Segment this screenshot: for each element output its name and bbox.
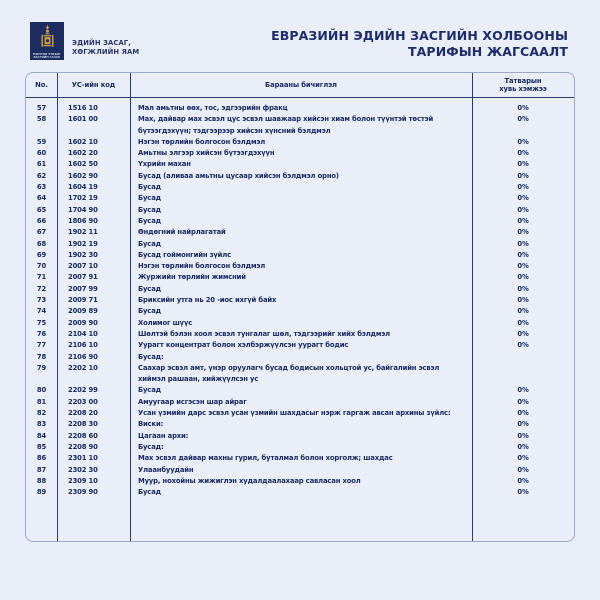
column-divider [57,73,58,541]
cell-code: 1902 19 [68,239,98,248]
cell-rate: 0% [517,160,529,169]
cell-no: 63 [36,183,47,192]
cell-code: 1602 90 [68,171,98,180]
cell-desc: Саахар эсвэл амт, үнэр оруулагч бусад бодисын хольцтой ус, байгалийн эсвэл хиймэл рашаан, хийжүүлсэн ус [138,363,440,384]
cell-desc: Бусад [138,386,161,395]
cell-rate: 0% [517,194,529,203]
header-no: No. [35,80,48,89]
cell-no: 74 [36,307,47,316]
cell-no: 72 [36,284,47,293]
cell-code: 2007 91 [68,273,98,282]
table-body [26,98,574,541]
cell-desc: Бусад [138,239,161,248]
cell-desc: Холимог шүүс [138,318,193,327]
cell-rate: 0% [517,465,529,474]
cell-code: 2007 99 [68,284,98,293]
cell-no: 66 [36,216,47,225]
cell-rate: 0% [517,409,529,418]
cell-rate: 0% [517,488,529,497]
cell-desc: Шөлтэй бэлэн хоол эсвэл тунгалаг шөл, тэдгээрийг хийх бэлдмэл [138,329,390,338]
cell-rate: 0% [517,318,529,327]
cell-no: 61 [36,160,47,169]
cell-code: 1602 20 [68,149,98,158]
cell-desc: Усан үзмийн дарс эсвэл усан үзмийн шахдасыг нэрж гаргаж авсан архины зүйлс: [138,409,451,418]
cell-code: 2202 99 [68,386,98,395]
header-divider [26,97,574,98]
cell-desc: Улаанбуудайн [138,465,194,474]
cell-desc: Бусад: [138,442,164,451]
cell-code: 1602 10 [68,137,98,146]
cell-desc: Өндөгний найрлагатай [138,228,226,237]
cell-rate: 0% [517,386,529,395]
cell-rate: 0% [517,431,529,440]
cell-rate: 0% [517,216,529,225]
cell-desc: Үхрийн махан [138,160,191,169]
page-title: ЕВРАЗИЙН ЭДИЙН ЗАСГИЙН ХОЛБООНЫ ТАРИФЫН ЖАГСААЛТ [271,28,568,59]
cell-no: 87 [36,465,47,474]
cell-rate: 0% [517,284,529,293]
logo-caption: МОНГОЛ УЛСЫН ЗАСГИЙН ГАЗАР [33,52,61,59]
cell-no: 73 [36,296,47,305]
cell-code: 1902 11 [68,228,98,237]
cell-desc: Нэгэн төрлийн болгосон бэлдмэл [138,137,266,146]
cell-rate: 0% [517,454,529,463]
table-header-row [26,73,574,98]
column-divider [472,73,473,541]
cell-desc: Бусад [138,307,161,316]
cell-rate: 0% [517,476,529,485]
cell-no: 64 [36,194,47,203]
cell-code: 2202 10 [68,363,98,372]
cell-code: 2203 00 [68,397,98,406]
cell-rate: 0% [517,296,529,305]
government-logo [30,22,64,60]
cell-rate: 0% [517,442,529,451]
cell-rate: 0% [517,104,529,112]
cell-no: 82 [36,409,47,418]
cell-no: 88 [36,476,47,485]
cell-desc: Бусад: [138,352,164,361]
cell-rate: 0% [517,262,529,271]
cell-desc: Мах, дайвар мах эсвэл цус эсвэл шавжаар хийсэн хиам болон түүнтэй төстэй бүтээгдэхүүн; тэдгээрээр хийсэн хүнсний бэлдмэл [138,115,434,135]
cell-code: 1704 90 [68,205,98,214]
cell-rate: 0% [517,420,529,429]
cell-rate: 0% [517,239,529,248]
cell-code: 2007 10 [68,262,98,271]
cell-desc: Цагаан архи: [138,431,189,440]
cell-desc: Нэгэн төрлийн болгосон бэлдмэл [138,262,266,271]
cell-no: 77 [36,341,47,350]
cell-desc: Бусад [138,194,161,203]
cell-rate: 0% [517,149,529,158]
cell-no: 71 [36,273,47,282]
cell-code: 1604 19 [68,183,98,192]
cell-no: 86 [36,454,47,463]
cell-no: 84 [36,431,47,440]
cell-rate: 0% [517,307,529,316]
cell-desc: Бусад (аливаа амьтны цусаар хийсэн бэлдмэл орно) [138,171,339,180]
cell-no: 80 [36,386,47,395]
cell-code: 1702 19 [68,194,98,203]
cell-no: 78 [36,352,47,361]
cell-no: 76 [36,329,47,338]
cell-code: 2106 90 [68,352,98,361]
header-desc: Барааны бичиглэл [265,80,337,89]
cell-desc: Мах эсвэл дайвар махны гурил, буталмал болон хорголж; шахдас [138,454,393,463]
cell-code: 1602 50 [68,160,98,169]
column-divider [130,73,131,541]
cell-rate: 0% [517,183,529,192]
cell-rate: 0% [517,341,529,350]
cell-desc: Мал амьтны өөх, тос, эдгээрийн фракц [138,104,288,112]
cell-desc: Журжийн төрлийн жимсний [138,273,246,282]
cell-desc: Бусад [138,183,161,192]
cell-no: 70 [36,262,47,271]
cell-code: 2208 20 [68,409,98,418]
cell-no: 85 [36,442,47,451]
cell-no: 68 [36,239,47,248]
header-rate: Татварын хувь хэмжээ [499,77,547,93]
cell-desc: Бусад [138,205,161,214]
cell-code: 2104 10 [68,329,98,338]
cell-code: 2208 60 [68,431,98,440]
cell-desc: Бриксийн утга нь 20 -иос ихгүй байх [138,296,277,305]
cell-code: 1516 10 [68,104,98,112]
cell-code: 2208 30 [68,420,98,429]
cell-code: 2106 10 [68,341,98,350]
soyombo-emblem-icon [41,25,54,51]
cell-code: 2208 90 [68,442,98,451]
cell-code: 2309 10 [68,476,98,485]
cell-rate: 0% [517,171,529,180]
tariff-table [25,72,575,542]
cell-rate: 0% [517,273,529,282]
cell-code: 2009 89 [68,307,98,316]
cell-code: 2309 90 [68,488,98,497]
cell-rate: 0% [517,228,529,237]
cell-no: 65 [36,205,47,214]
cell-no: 57 [36,104,47,112]
cell-desc: Бусад [138,284,161,293]
cell-no: 59 [36,137,47,146]
cell-no: 62 [36,171,47,180]
cell-no: 75 [36,318,47,327]
cell-desc: Амьтны элгээр хийсэн бүтээгдэхүүн [138,149,275,158]
cell-no: 58 [36,115,47,124]
cell-code: 2009 71 [68,296,98,305]
cell-rate: 0% [517,329,529,338]
cell-code: 1902 30 [68,250,98,259]
cell-desc: Виски: [138,420,164,429]
cell-rate: 0% [517,115,529,124]
cell-rate: 0% [517,397,529,406]
cell-desc: Уурагт концентрат болон хэлбэржүүлсэн уурагт бодис [138,341,349,350]
cell-no: 79 [36,363,47,372]
cell-rate: 0% [517,205,529,214]
cell-no: 83 [36,420,47,429]
cell-desc: Бусад [138,216,161,225]
cell-no: 69 [36,250,47,259]
cell-no: 89 [36,488,47,497]
cell-no: 60 [36,149,47,158]
cell-code: 1601 00 [68,115,98,124]
ministry-name: ЭДИЙН ЗАСАГ, ХӨГЖЛИЙН ЯАМ [72,39,140,56]
cell-no: 81 [36,397,47,406]
cell-code: 1806 90 [68,216,98,225]
cell-code: 2301 10 [68,454,98,463]
cell-code: 2009 90 [68,318,98,327]
cell-desc: Муур, нохойны жижиглэн худалдаалахаар савласан хоол [138,476,361,485]
cell-desc: Бусад [138,488,161,497]
cell-desc: Амуугаар исгэсэн шар айраг [138,397,247,406]
cell-desc: Бусад гоймонгийн зүйлс [138,250,231,259]
cell-code: 2302 30 [68,465,98,474]
header-code: УС-ийн код [71,80,116,89]
cell-no: 67 [36,228,47,237]
cell-rate: 0% [517,250,529,259]
cell-rate: 0% [517,137,529,146]
